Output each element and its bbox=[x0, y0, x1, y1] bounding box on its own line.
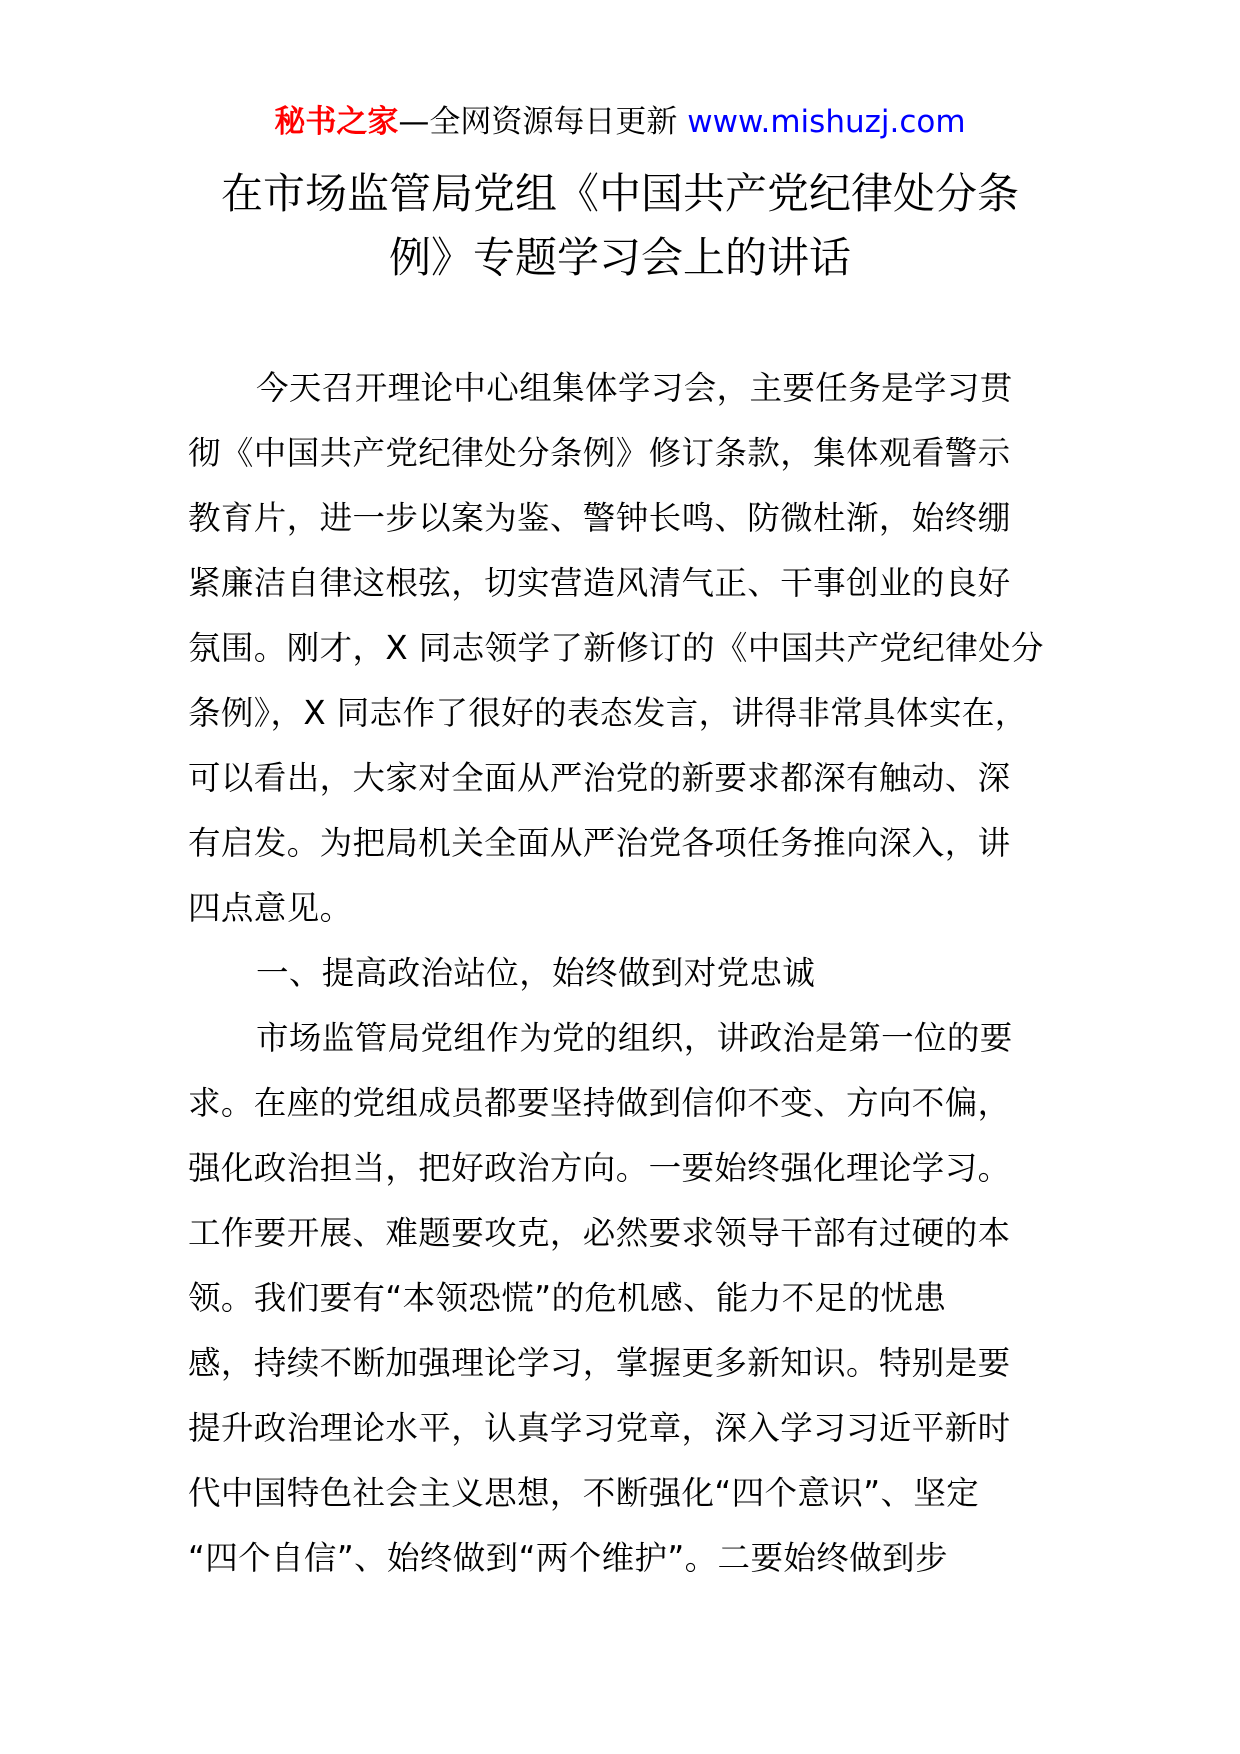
paragraph-section-1 bbox=[188, 1006, 1058, 1591]
title-line: 例》专题学习会上的讲话 bbox=[388, 233, 851, 282]
paragraph-intro bbox=[188, 356, 1058, 941]
text-line: 条例》，X 同志作了很好的表态发言，讲得非常具体实在， bbox=[188, 694, 1028, 732]
text-line: 有启发。为把局机关全面从严治党各项任务推向深入，讲 bbox=[188, 824, 1011, 862]
text-line: 感，持续不断加强理论学习，掌握更多新知识。特别是要 bbox=[188, 1344, 1011, 1382]
text-line: 强化政治担当，把好政治方向。一要始终强化理论学习。 bbox=[188, 1149, 1011, 1187]
text-line: 氛围。刚才，X 同志领学了新修订的《中国共产党纪律处分 bbox=[188, 629, 1044, 667]
document-body bbox=[188, 356, 1058, 1591]
site-name: 秘书之家 bbox=[274, 104, 399, 140]
section-heading bbox=[188, 941, 1058, 1006]
text-line: 求。在座的党组成员都要坚持做到信仰不变、方向不偏， bbox=[188, 1084, 1011, 1122]
site-header bbox=[0, 100, 1240, 144]
section-heading-text: 一、提高政治站位，始终做到对党忠诚 bbox=[256, 954, 816, 992]
text-line: 四点意见。 bbox=[188, 889, 353, 927]
document-title bbox=[0, 162, 1240, 290]
text-line: 可以看出，大家对全面从严治党的新要求都深有触动、深 bbox=[188, 759, 1011, 797]
text-line: 领。我们要有“本领恐慌”的危机感、能力不足的忧患 bbox=[188, 1279, 947, 1317]
text-line: “四个自信”、始终做到“两个维护”。二要始终做到步 bbox=[188, 1539, 948, 1577]
text-line: 今天召开理论中心组集体学习会，主要任务是学习贯 bbox=[256, 369, 1013, 407]
site-tagline: —全网资源每日更新 bbox=[398, 104, 678, 140]
text-line: 市场监管局党组作为党的组织，讲政治是第一位的要 bbox=[256, 1019, 1013, 1057]
title-line: 在市场监管局党组《中国共产党纪律处分条 bbox=[220, 169, 1019, 218]
text-line: 代中国特色社会主义思想，不断强化“四个意识”、坚定 bbox=[188, 1474, 980, 1512]
text-line: 提升政治理论水平，认真学习党章，深入学习习近平新时 bbox=[188, 1409, 1011, 1447]
site-url-link[interactable]: www.mishuzj.com bbox=[687, 104, 966, 140]
text-line: 彻《中国共产党纪律处分条例》修订条款，集体观看警示 bbox=[188, 434, 1011, 472]
text-line: 工作要开展、难题要攻克，必然要求领导干部有过硬的本 bbox=[188, 1214, 1011, 1252]
text-line: 紧廉洁自律这根弦，切实营造风清气正、干事创业的良好 bbox=[188, 564, 1011, 602]
text-line: 教育片，进一步以案为鉴、警钟长鸣、防微杜渐，始终绷 bbox=[188, 499, 1011, 537]
